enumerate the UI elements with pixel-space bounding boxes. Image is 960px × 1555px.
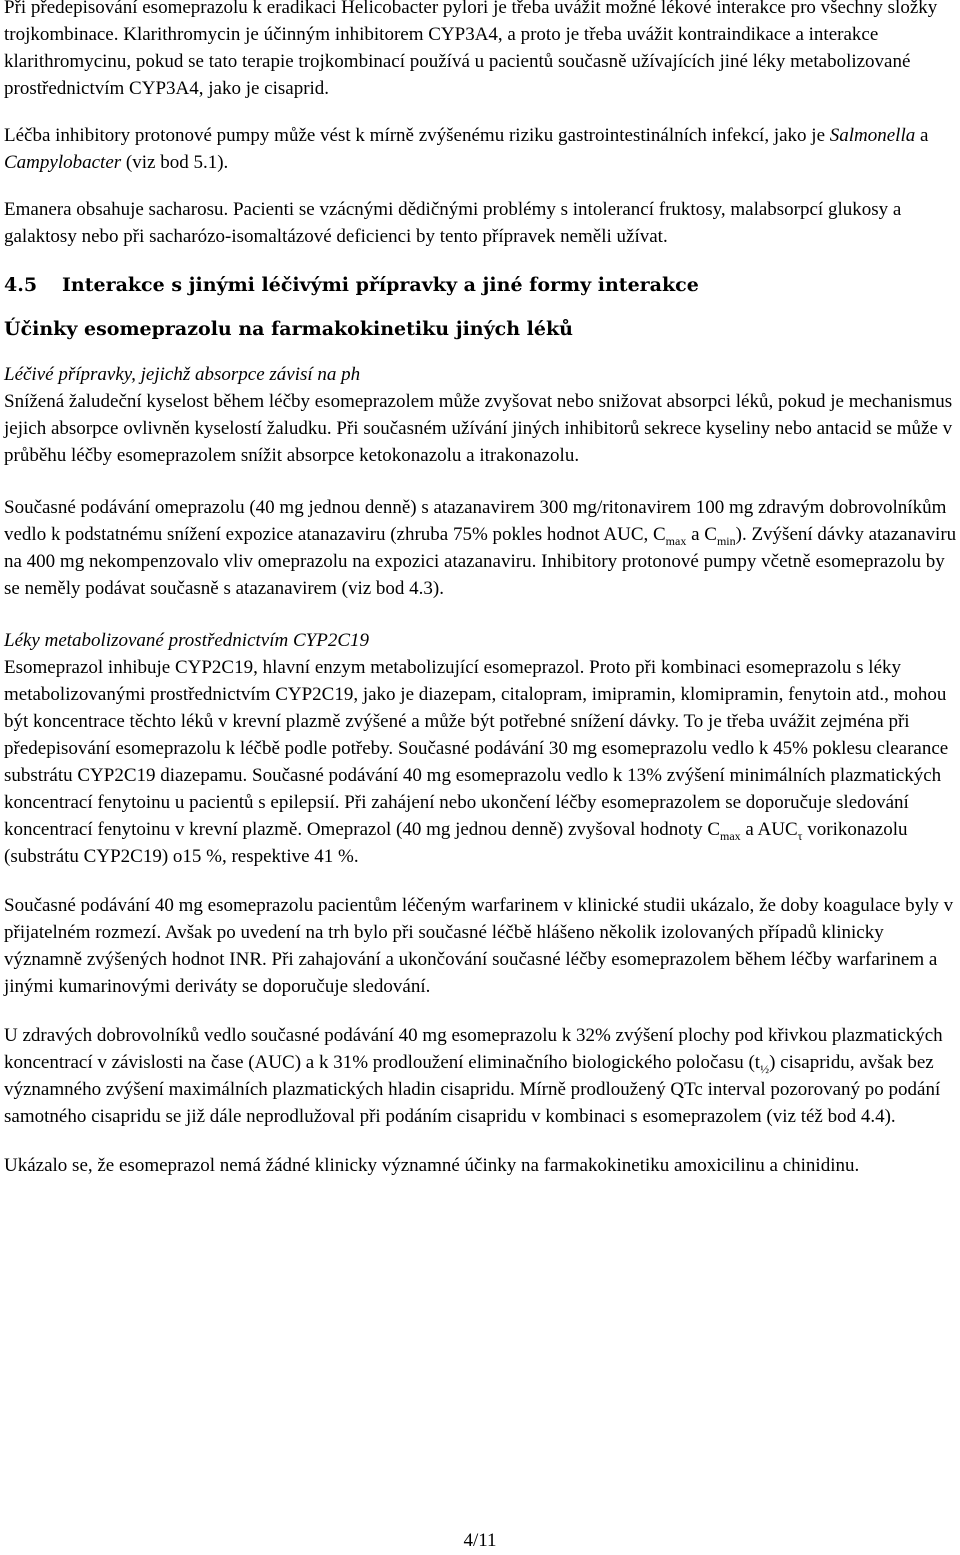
subscript-min: min: [716, 533, 736, 548]
paragraph-warfarin: Současné podávání 40 mg esomeprazolu pacientům léčeným warfarinem v klinické studii ukázalo, že doby koagulace byly v přijatelném rozmezí. Avšak po uvedení na trh bylo při současné léčbě hlášeno několik izolovaných případů klinicky významně zvýšených hodnot INR. Při zahajování a ukončování současné léčby esomeprazolem během léčby warfarinem a jinými kumarinovými deriváty se doporučuje sledování.: [4, 895, 954, 997]
section-number: 4.5: [4, 274, 38, 296]
text-run: Esomeprazol inhibuje CYP2C19, hlavní enzym metabolizující esomeprazol. Proto při kombinaci esomeprazolu s léky metabolizovanými prostřednictvím CYP2C19, jako je diazepam, citalopram, imipramin, klomipramin, fenytoin atd., mohou být koncentrace těchto léků v krevní plazmě zvýšené a může být potřebné snížení dávky. To je třeba uvážit zejména při předepisování esomeprazolu k léčbě podle potřeby. Současné podávání 30 mg esomeprazolu vedlo k 45% poklesu clearance substrátu CYP2C19 diazepamu. Současné podávání 40 mg esomeprazolu vedlo k 13% zvýšení minimálních plazmatických koncentrací fenytoinu u pacientů s epilepsií. Při zahájení nebo ukončení léčby esomeprazolem se doporučuje sledování koncentrací fenytoinu v krevní plazmě. Omeprazol (40 mg jednou denně) zvyšoval hodnoty C: [4, 657, 949, 840]
paragraph-amoxicillin: Ukázalo se, že esomeprazol nemá žádné klinicky významné účinky na farmakokinetiku amoxicilinu a chinidinu.: [4, 1155, 860, 1176]
salmonella-term: Salmonella: [829, 125, 916, 146]
cyp2c19-heading: Léky metabolizované prostřednictvím CYP2C19: [4, 630, 369, 651]
subscript-max: max: [720, 828, 741, 843]
subscript-half: ½: [760, 1061, 770, 1076]
text-run: vorikonazolu (substrátu CYP2C19) o15 %, respektive 41 %.: [4, 819, 908, 867]
section-title: Interakce s jinými léčivými přípravky a jiné formy interakce: [62, 274, 699, 296]
text-run: a AUC: [740, 819, 798, 840]
page-number: 4/11: [463, 1530, 497, 1551]
text-run: Současné podávání omeprazolu (40 mg jednou denně) s atazanavirem 300 mg/ritonavirem 100 mg zdravým dobrovolníkům vedlo k podstatnému snížení expozice atanazaviru (zhruba 75% pokles hodnot AUC, C: [4, 497, 947, 545]
paragraph-helicobacter: Při předepisování esomeprazolu k eradikaci Helicobacter pylori je třeba uvážit možné lékové interakce pro všechny složky trojkombinace. Klarithromycin je účinným inhibitorem CYP3A4, a proto je třeba uvážit kontraindikace a interakce klarithromycinu, pokud se tato terapie trojkombinací používá u pacientů současně užívajících jiné léky metabolizované prostřednictvím CYP3A4, jako je cisaprid.: [4, 0, 938, 99]
paragraph-cyp2c19: [4, 654, 958, 870]
paragraph-ph: Snížená žaludeční kyselost během léčby esomeprazolem může zvyšovat nebo snižovat absorpci léků, pokud je mechanismus jejich absorpce ovlivněn kyselostí žaludku. Při současném užívání jiných inhibitorů sekrece kyseliny nebo antacid se může v průběhu léčby esomeprazolem snížit absorpce ketokonazolu a itrakonazolu.: [4, 391, 953, 466]
section-heading: [4, 272, 958, 299]
text-run: Léčba inhibitory protonové pumpy může vést k mírně zvýšenému riziku gastrointestinálních infekcí, jako je: [4, 125, 830, 146]
text-run: U zdravých dobrovolníků vedlo současné podávání 40 mg esomeprazolu k 32% zvýšení plochy pod křivkou plazmatických koncentrací v závislosti na čase (AUC) a k 31% prodloužení eliminačního biologického poločasu (t: [4, 1025, 943, 1073]
campylobacter-term: Campylobacter: [4, 152, 122, 173]
subsection-heading: Účinky esomeprazolu na farmakokinetiku jiných léků: [4, 318, 573, 340]
text-run: a: [915, 125, 929, 146]
subscript-max: max: [665, 533, 687, 548]
ph-heading: Léčivé přípravky, jejichž absorpce závisí na ph: [4, 364, 361, 385]
paragraph-ppi-infection: [4, 122, 958, 176]
paragraph-sucrose: Emanera obsahuje sacharosu. Pacienti se vzácnými dědičnými problémy s intolerancí fruktosy, malabsorpcí glukosy a galaktosy nebo při sacharózo-isomaltázové deficienci by tento přípravek neměli užívat.: [4, 199, 902, 247]
subscript-tau: τ: [797, 828, 803, 843]
text-run: a C: [686, 524, 717, 545]
paragraph-cisapride: [4, 1022, 958, 1130]
paragraph-atazanavir: [4, 494, 958, 602]
text-run: ) cisapridu, avšak bez významného zvýšení maximálních plazmatických hladin cisapridu. Mírně prodloužený QTc interval pozorovaný po podání samotného cisapridu se již dále neprodlužoval při podáním cisapridu v kombinaci s esomeprazolem (viz též bod 4.4).: [4, 1052, 941, 1127]
text-run: ). Zvýšení dávky atazanaviru na 400 mg nekompenzovalo vliv omeprazolu na expozici atazanaviru. Inhibitory protonové pumpy včetně esomeprazolu by se neměly podávat současně s atazanavirem (viz bod 4.3).: [4, 524, 957, 599]
text-run: (viz bod 5.1).: [121, 152, 229, 173]
